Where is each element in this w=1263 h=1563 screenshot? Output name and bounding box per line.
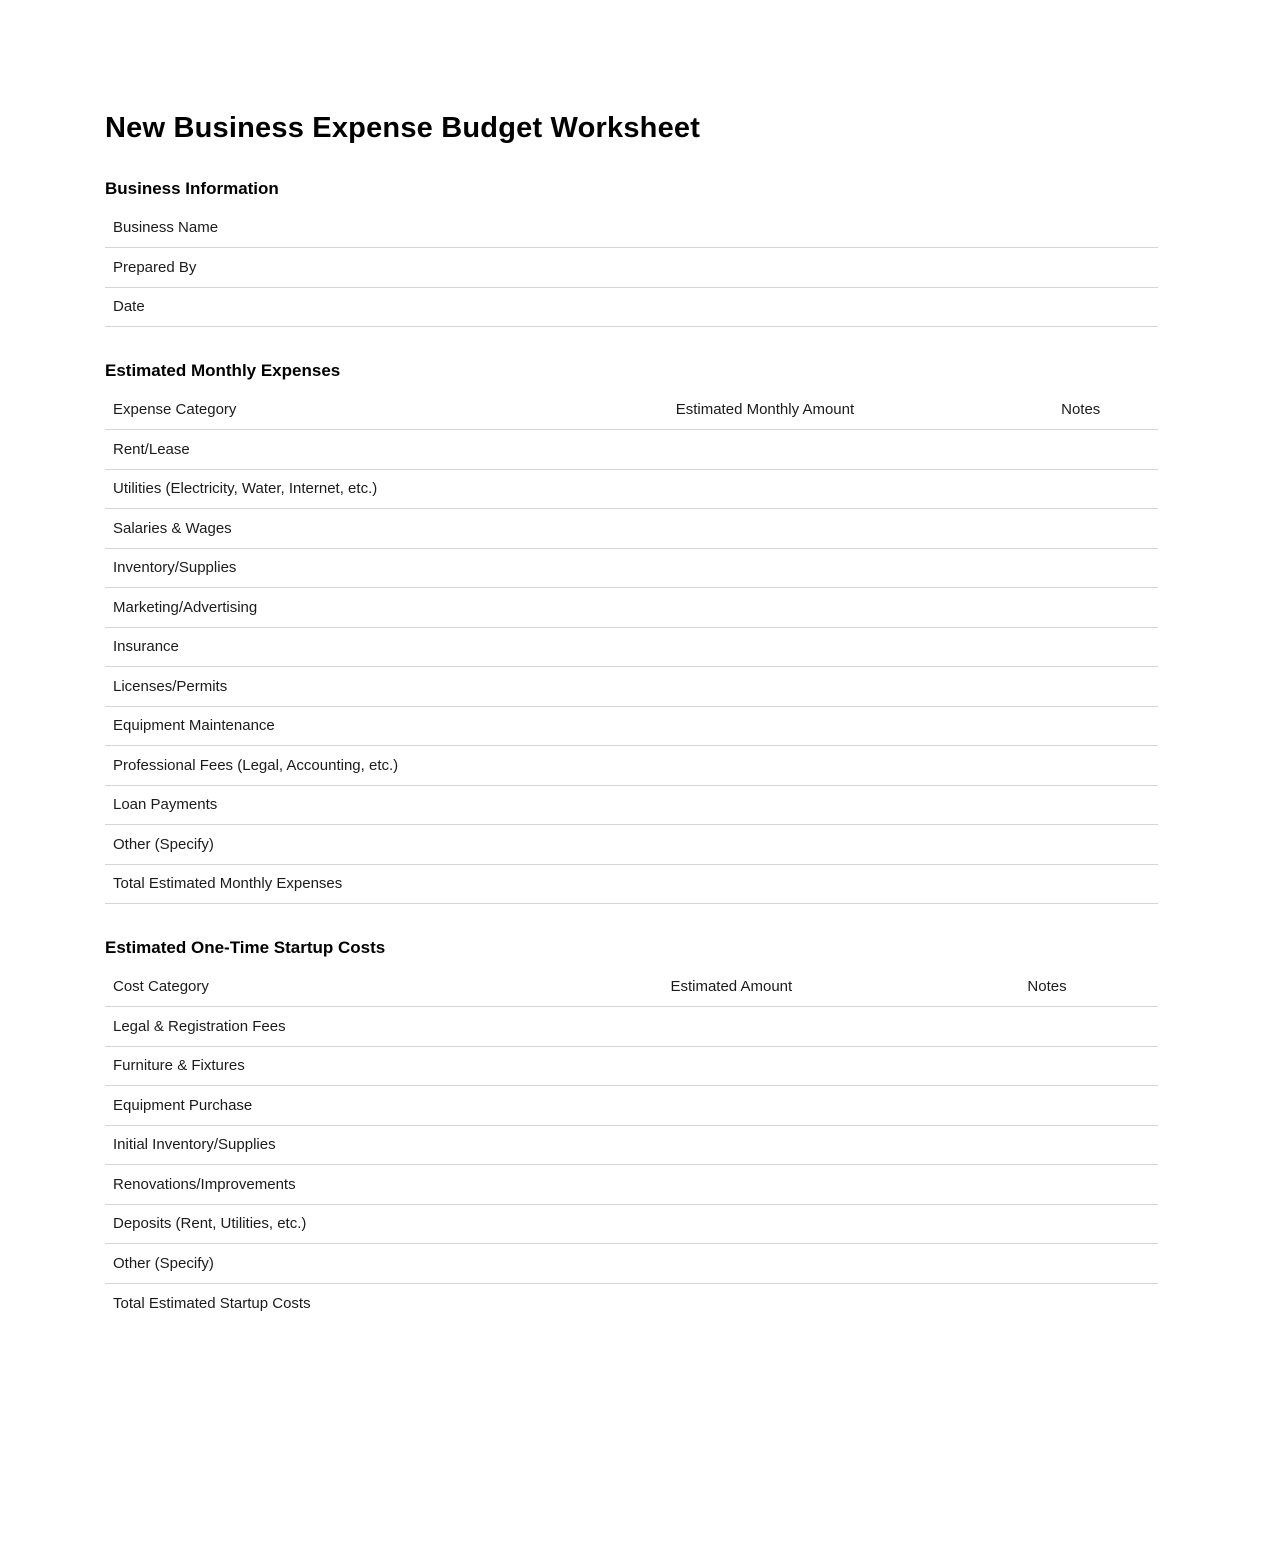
monthly-expenses-table: [105, 391, 1158, 905]
worksheet-page: [105, 112, 1158, 1323]
startup-cost-row: [105, 1205, 1158, 1245]
business-info-row: [105, 248, 1158, 288]
monthly-expense-row: [105, 509, 1158, 549]
startup-costs-header-row: [105, 968, 1158, 1008]
monthly-expense-row: [105, 825, 1158, 865]
expense-category-cell: Total Estimated Monthly Expenses: [113, 875, 343, 893]
expense-category-cell: Other (Specify): [113, 835, 214, 853]
expense-category-cell: Insurance: [113, 638, 179, 656]
cost-category-cell: Equipment Purchase: [113, 1096, 253, 1114]
monthly-expenses-header-row: [105, 391, 1158, 431]
monthly-expenses-heading: Estimated Monthly Expenses: [105, 361, 341, 381]
business-info-field-label[interactable]: Date: [113, 298, 145, 316]
startup-cost-row: [105, 1126, 1158, 1166]
business-information-rows: [105, 209, 1158, 328]
monthly-expense-row: [105, 588, 1158, 628]
expense-category-cell: Salaries & Wages: [113, 519, 232, 537]
monthly-expenses-rows: [105, 430, 1158, 904]
business-info-field-label[interactable]: Prepared By: [113, 258, 197, 276]
section-startup-costs: [105, 938, 1158, 1323]
column-header-cost-category: Cost Category: [113, 978, 209, 996]
cost-category-cell: Deposits (Rent, Utilities, etc.): [113, 1215, 307, 1233]
section-monthly-expenses: [105, 361, 1158, 904]
expense-category-cell: Marketing/Advertising: [113, 598, 258, 616]
cost-category-cell: Renovations/Improvements: [113, 1175, 296, 1193]
monthly-expense-row: [105, 746, 1158, 786]
expense-category-cell: Professional Fees (Legal, Accounting, etc.): [113, 756, 399, 774]
expense-category-cell: Utilities (Electricity, Water, Internet, etc.): [113, 480, 378, 498]
page-title: New Business Expense Budget Worksheet: [105, 112, 701, 144]
column-header-estimated-monthly-amount: Estimated Monthly Amount: [675, 401, 855, 419]
expense-category-cell: Rent/Lease: [113, 440, 190, 458]
cost-category-cell: Legal & Registration Fees: [113, 1017, 286, 1035]
expense-category-cell: Licenses/Permits: [113, 677, 228, 695]
column-header-notes: Notes: [1027, 978, 1067, 996]
column-header-estimated-amount: Estimated Amount: [670, 978, 793, 996]
startup-cost-row: [105, 1007, 1158, 1047]
business-information-table: [105, 209, 1158, 328]
monthly-expense-row: [105, 628, 1158, 668]
column-header-expense-category: Expense Category: [113, 401, 237, 419]
column-header-notes: Notes: [1061, 401, 1101, 419]
expense-category-cell: Equipment Maintenance: [113, 717, 275, 735]
business-info-row: [105, 209, 1158, 249]
business-info-row: [105, 288, 1158, 328]
monthly-expense-row: [105, 430, 1158, 470]
monthly-expense-row: [105, 549, 1158, 589]
monthly-expense-row: [105, 707, 1158, 747]
monthly-expense-row: [105, 667, 1158, 707]
monthly-expense-row: [105, 470, 1158, 510]
startup-cost-row: [105, 1086, 1158, 1126]
cost-category-cell: Initial Inventory/Supplies: [113, 1136, 276, 1154]
monthly-expense-row: [105, 865, 1158, 905]
startup-cost-row: [105, 1047, 1158, 1087]
monthly-expense-row: [105, 786, 1158, 826]
startup-cost-row: [105, 1284, 1158, 1324]
expense-category-cell: Loan Payments: [113, 796, 218, 814]
section-business-information: [105, 179, 1158, 327]
startup-cost-row: [105, 1244, 1158, 1284]
business-info-field-label[interactable]: Business Name: [113, 219, 219, 237]
startup-costs-heading: Estimated One-Time Startup Costs: [105, 938, 386, 958]
business-information-heading: Business Information: [105, 179, 279, 199]
expense-category-cell: Inventory/Supplies: [113, 559, 237, 577]
startup-costs-rows: [105, 1007, 1158, 1323]
startup-cost-row: [105, 1165, 1158, 1205]
cost-category-cell: Furniture & Fixtures: [113, 1057, 245, 1075]
cost-category-cell: Total Estimated Startup Costs: [113, 1294, 311, 1312]
startup-costs-table: [105, 968, 1158, 1324]
cost-category-cell: Other (Specify): [113, 1254, 214, 1272]
